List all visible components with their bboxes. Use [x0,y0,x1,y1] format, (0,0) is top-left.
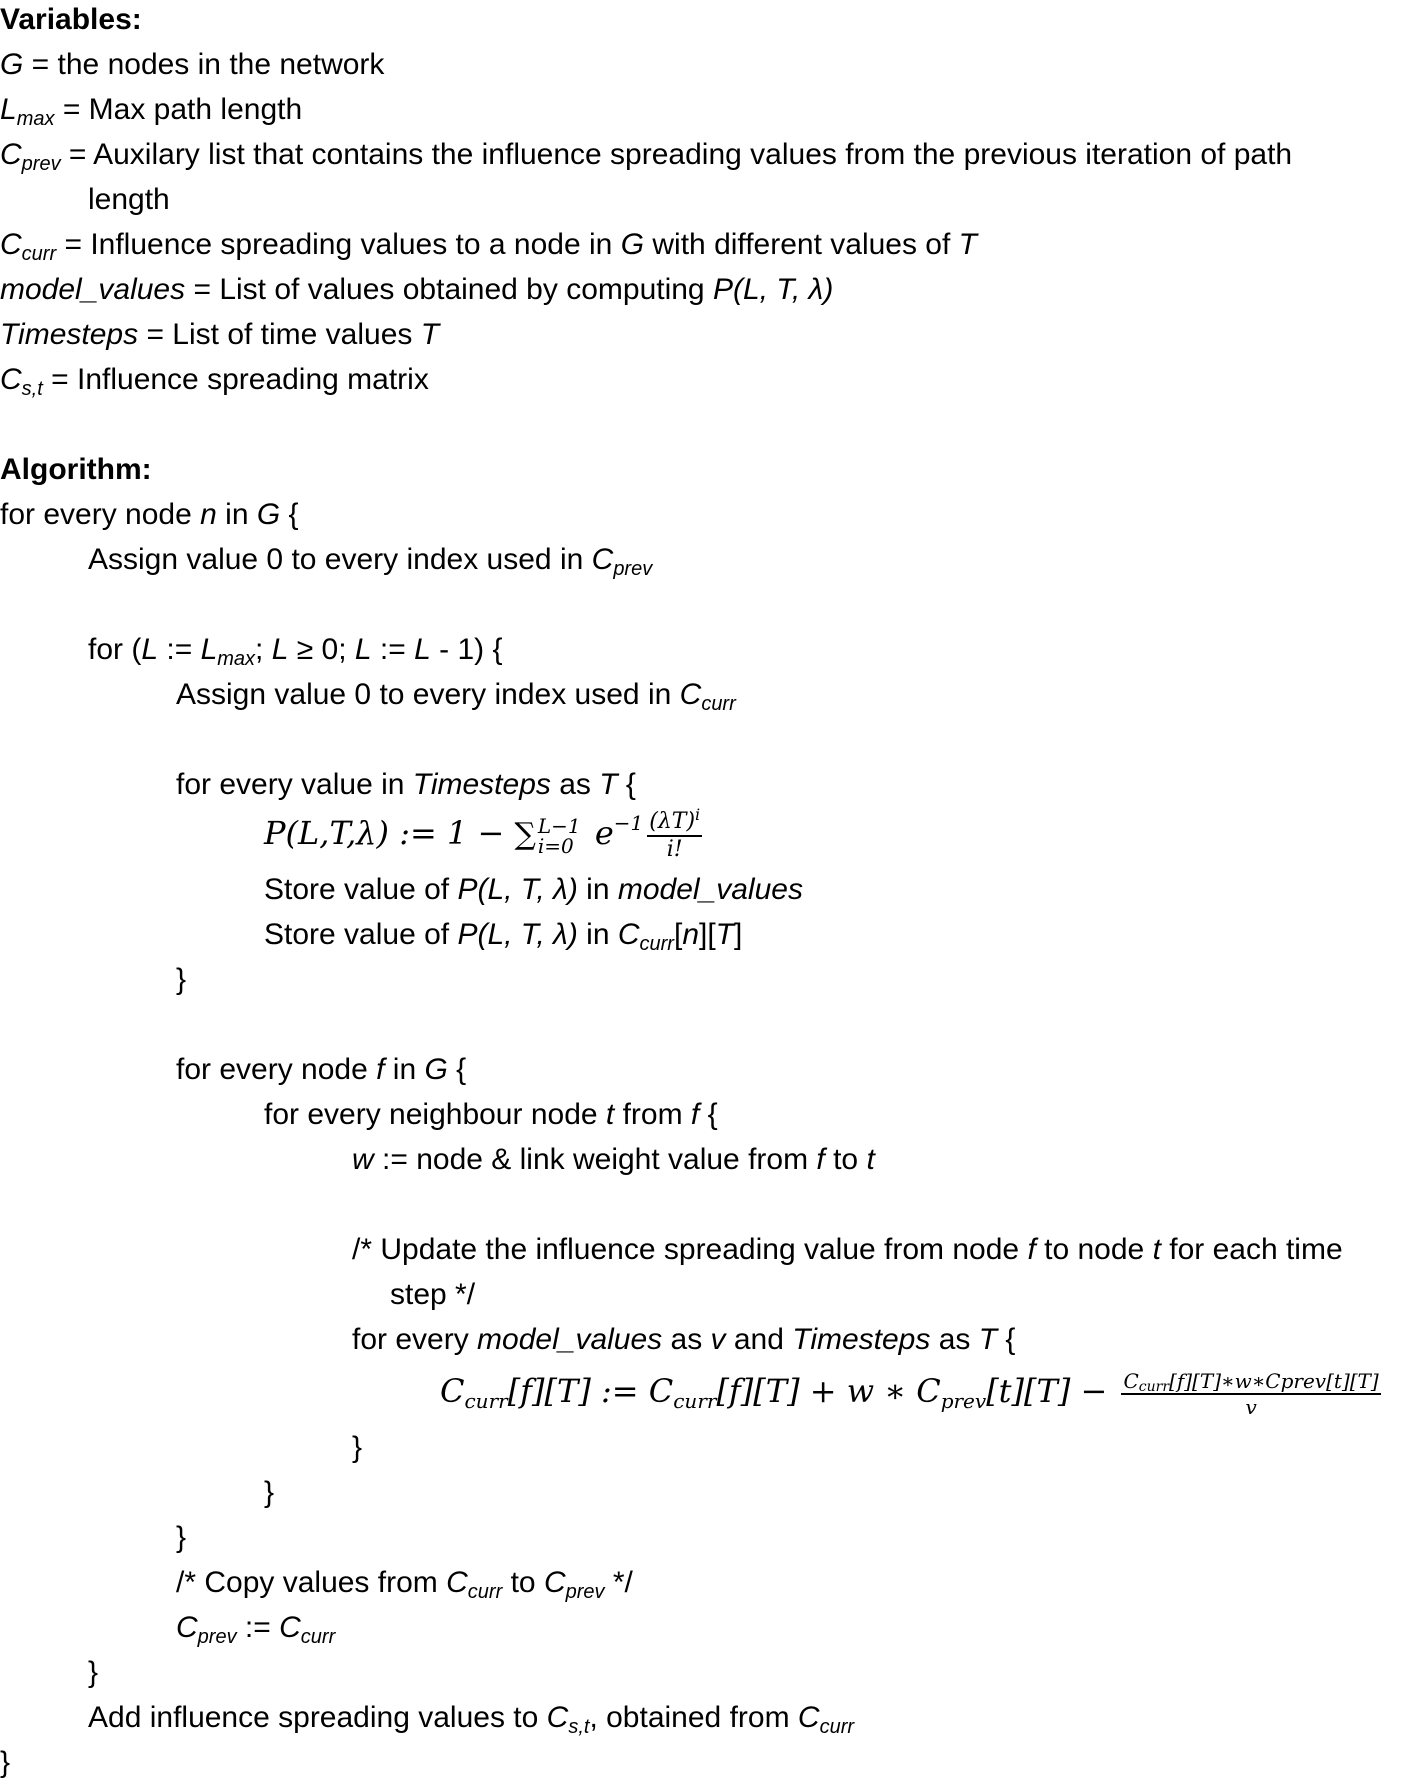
var-desc: = List of values obtained by computing [185,273,713,306]
algo-line-add-cst [88,1700,854,1736]
var-subscript: curr [701,693,736,715]
var-ref: L [414,633,431,666]
var-ref: C [446,1566,468,1599]
text: and [725,1323,793,1356]
formula-lhs: P(L,T,λ) := 1 − [264,814,515,852]
text: to [502,1566,544,1599]
var-ref: T [420,318,440,351]
closing-brace: } [264,1476,275,1509]
algo-line-weight [352,1142,875,1178]
var-ref: L [141,633,159,666]
var-ref: model_values [617,873,803,906]
var-subscript: curr [819,1716,855,1738]
text: , obtained from [589,1701,798,1734]
algo-line-store-ccurr [264,917,742,953]
text: [f][T]∗w∗Cprev[t][T] [1169,1368,1379,1393]
algo-line-for-model-values [352,1322,1015,1358]
text: as [930,1323,979,1356]
text: for every neighbour node [264,1098,606,1131]
text: ][ [699,918,716,951]
var-ref: v [710,1323,726,1356]
text: [ [673,918,683,951]
algo-line-cprev-assign [176,1610,335,1646]
text: C [648,1372,674,1410]
var-ref: G [424,1053,448,1086]
var-ref: P(L, T, λ) [712,273,834,306]
subscript: prev [940,1389,987,1413]
var-g [0,47,384,83]
text: [f][T] + w ∗ [716,1372,917,1410]
var-desc: with different values of [644,228,959,261]
algo-line-for-l [88,632,503,668]
algo-line-assign-ccurr [176,677,736,713]
var-desc: = Influence spreading values to a node in [56,228,621,261]
fraction [1121,1369,1380,1419]
sum-lower: i=0 [537,833,574,858]
var-ref: C [797,1701,820,1734]
var-subscript: prev [613,558,653,580]
text: C [916,1372,941,1410]
var-symbol: C [0,228,22,261]
text: Assign value 0 to every index used in [88,543,592,576]
var-ref: t [866,1143,875,1176]
var-ref: C [617,918,640,951]
text: as [662,1323,711,1356]
algo-comment-update [352,1232,1343,1268]
text: ≥ 0; [288,633,355,666]
var-ref: Timesteps [792,1323,931,1356]
text: Store value of [264,918,458,951]
var-ref: C [679,678,702,711]
text: { [280,498,299,531]
formula-p-ltl [264,804,706,863]
var-subscript: curr [21,243,57,265]
closing-brace: } [176,1521,187,1554]
text: to node [1035,1233,1153,1266]
text: C [440,1372,465,1410]
algo-comment-copy [176,1565,633,1601]
var-ref: f [816,1143,825,1176]
text: for ( [88,633,142,666]
algo-line-for-neighbour [264,1097,718,1133]
var-desc: = List of time values [138,318,421,351]
text: { [699,1098,718,1131]
text: as [550,768,600,801]
subscript: curr [1138,1378,1170,1395]
sum-limits [537,813,581,858]
var-symbol: model_values [0,273,186,306]
var-ref: C [546,1701,569,1734]
algo-line-assign-cprev [88,542,652,578]
text: in [577,873,618,906]
var-ref: f [690,1098,700,1131]
fraction-denominator: v [1245,1394,1257,1419]
var-ref: Timesteps [412,768,551,801]
var-ref: f [376,1053,385,1086]
algo-comment-update-continuation: step */ [390,1278,476,1311]
var-subscript: max [16,108,55,130]
text: /* Copy values from [176,1566,447,1599]
var-symbol: Timesteps [0,318,139,351]
text: /* Update the influence spreading value from node [352,1233,1028,1266]
var-subscript: curr [467,1581,503,1603]
closing-brace: } [176,963,187,996]
var-symbol: C [0,138,22,171]
fraction-denominator: i! [666,836,683,862]
text: Assign value 0 to every index used in [176,678,680,711]
var-desc: = Influence spreading matrix [42,363,429,396]
var-symbol: C [0,363,22,396]
var-subscript: curr [300,1626,336,1648]
var-ref: C [591,543,614,576]
var-subscript: prev [565,1581,605,1603]
exp-power: −1 [613,811,644,835]
var-ref: L [271,633,289,666]
text: for every value in [176,768,413,801]
text: to [824,1143,867,1176]
var-ref: w [352,1143,374,1176]
text: { [997,1323,1016,1356]
algorithm-heading: Algorithm: [0,453,152,486]
var-ref: T [958,228,977,261]
text: { [617,768,636,801]
var-ref: n [682,918,699,951]
var-desc: = the nodes in the network [23,48,385,81]
var-ref: T [715,918,734,951]
closing-brace: } [352,1431,363,1464]
var-subscript: prev [21,153,61,175]
subscript: curr [673,1389,717,1413]
text: from [614,1098,691,1131]
text: for every [352,1323,478,1356]
text: ; [255,633,272,666]
fraction-numerator [1121,1369,1380,1395]
var-subscript: curr [639,933,674,955]
var-subscript: s,t [568,1716,590,1738]
var-symbol: L [0,93,17,126]
var-subscript: prev [197,1626,237,1648]
var-ref: model_values [477,1323,663,1356]
text: := [371,633,415,666]
text: [f][T] := [507,1372,649,1410]
text: C [1123,1368,1139,1393]
text: for each time [1160,1233,1343,1266]
var-ref: G [620,228,645,261]
algo-line-for-node-n [0,497,299,533]
exp-base: e [584,814,614,852]
text: in [577,918,618,951]
algo-line-for-node-f [176,1052,466,1088]
sum-upper: L−1 [537,813,581,838]
var-cprev-continuation: length [88,183,170,216]
formula-ccurr-update [440,1366,1385,1419]
closing-brace: } [0,1746,11,1779]
variables-heading: Variables: [0,3,142,36]
algo-line-store-model-values [264,872,803,908]
text: */ [604,1566,633,1599]
var-ref: C [543,1566,566,1599]
text: := node & link weight value from [373,1143,817,1176]
text: for every node [0,498,201,531]
var-model-values [0,272,833,308]
var-cprev [0,137,1292,173]
var-ref: P(L, T, λ) [457,873,578,906]
var-ref: f [1027,1233,1036,1266]
algo-line-for-timesteps [176,767,636,803]
text: ] [734,918,743,951]
sum-symbol: ∑ [514,817,536,852]
var-ref: P(L, T, λ) [457,918,578,951]
numerator-exponent: i [695,804,701,824]
subscript: curr [464,1389,508,1413]
var-subscript: max [217,648,256,670]
text: [t][T] − [986,1372,1118,1410]
var-ref: C [176,1611,198,1644]
var-ccurr [0,227,977,263]
var-lmax [0,92,302,128]
var-ref: L [354,633,372,666]
var-timesteps [0,317,439,353]
var-symbol: G [0,48,24,81]
text: Store value of [264,873,458,906]
text: in [384,1053,425,1086]
text: (λT) [649,808,696,834]
var-ref: T [599,768,618,801]
var-cst [0,362,429,398]
text: := [236,1611,280,1644]
closing-brace: } [88,1656,99,1689]
var-ref: n [200,498,217,531]
text: in [216,498,257,531]
text: { [447,1053,467,1086]
text: - 1) { [430,633,503,666]
var-ref: T [978,1323,998,1356]
var-ref: t [1152,1233,1161,1266]
var-ref: C [279,1611,301,1644]
fraction [647,804,702,863]
var-ref: t [605,1098,615,1131]
var-desc: = Max path length [54,93,303,126]
text: Add influence spreading values to [88,1701,547,1734]
var-desc: = Auxilary list that contains the influence spreading values from the previous iteration of path [60,138,1293,171]
text: := [158,633,201,666]
text: for every node [176,1053,377,1086]
var-subscript: s,t [21,378,43,400]
var-ref: L [200,633,218,666]
var-ref: G [256,498,281,531]
fraction-numerator [647,804,702,837]
